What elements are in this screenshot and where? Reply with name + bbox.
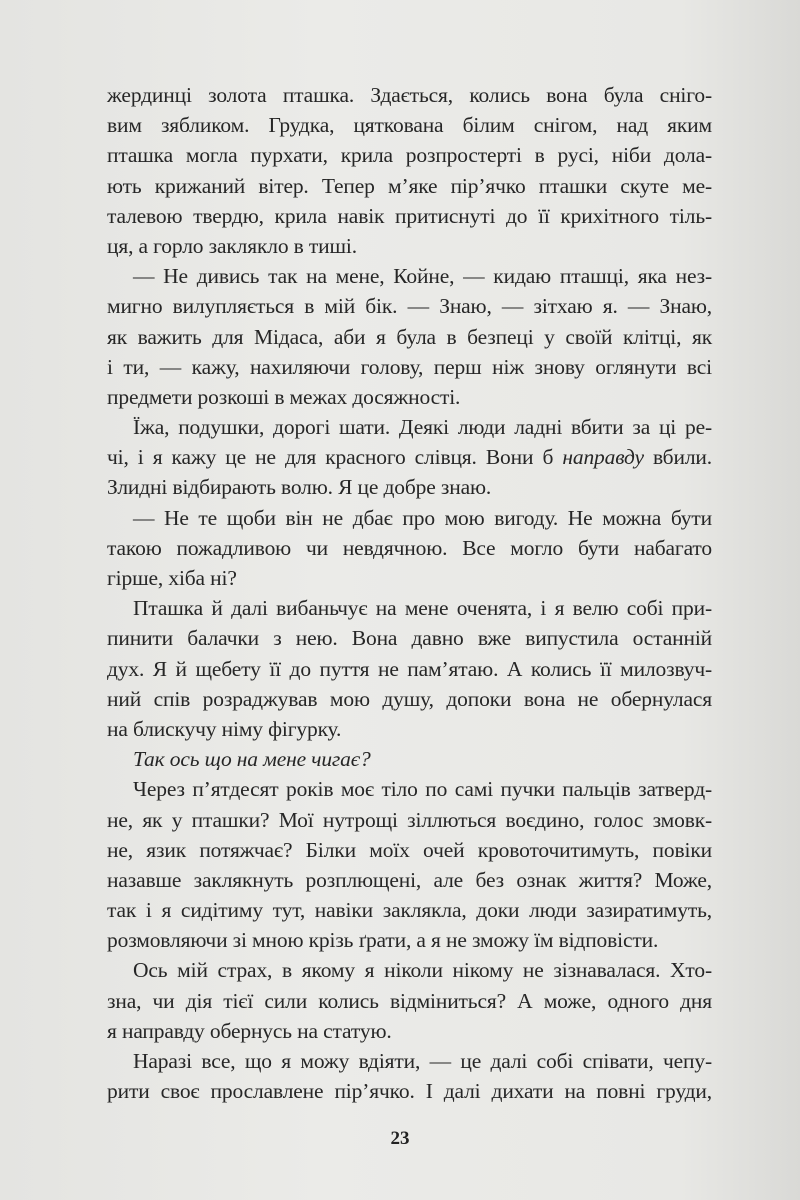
text-line	[107, 472, 712, 502]
text-run: я направду обернусь на статую.	[107, 1018, 392, 1043]
text-run: розмовляючи зі мною крізь ґрати, а я не зможу їм відповісти.	[107, 928, 659, 953]
text-run: — Не те щоби він не дбає про мою вигоду. Не можна бути	[133, 505, 712, 530]
text-line	[107, 171, 712, 201]
text-line	[107, 744, 712, 774]
text-line	[107, 352, 712, 382]
text-run: жердинці золота пташка. Здається, колись вона була сніго-	[107, 83, 712, 107]
text-line	[107, 201, 712, 231]
text-line	[107, 412, 712, 442]
text-run: рити своє прославлене пір’ячко. І далі дихати на повні груди,	[107, 1079, 712, 1104]
paragraph	[107, 593, 712, 744]
text-line	[107, 503, 712, 533]
text-run: Ось мій страх, в якому я ніколи нікому не зізнавалася. Хто-	[133, 958, 712, 983]
text-run: пташка могла пурхати, крила розпростерті в русі, ніби дола-	[107, 143, 712, 168]
text-line	[107, 955, 712, 985]
text-run: ця, а горло заклякло в тиші.	[107, 233, 357, 258]
text-line	[107, 986, 712, 1016]
text-line	[107, 291, 712, 321]
page-body-text	[107, 80, 712, 1106]
text-run: такою пожадливою чи невдячною. Все могло бути набагато	[107, 535, 712, 560]
text-line	[107, 805, 712, 835]
text-run: і ти, — кажу, нахиляючи голову, перш ніж знову оглянути всі	[107, 354, 712, 379]
text-line	[107, 533, 712, 563]
paragraph	[107, 774, 712, 955]
text-line	[107, 593, 712, 623]
text-line	[107, 895, 712, 925]
text-line	[107, 654, 712, 684]
text-line	[107, 261, 712, 291]
text-run: мигно вилупляється в мій бік. — Знаю, — зітхаю я. — Знаю,	[107, 294, 712, 319]
paragraph	[107, 261, 712, 412]
text-run: Їжа, подушки, дорогі шати. Деякі люди ладні вбити за ці ре-	[133, 415, 712, 440]
paragraph	[107, 1046, 712, 1106]
text-run: не, язик потяжчає? Білки моїх очей кровоточитимуть, повіки	[107, 837, 712, 862]
text-run: Пташка й далі вибаньчує на мене оченята, і я велю собі при-	[133, 596, 712, 621]
text-run: вим зябликом. Грудка, цяткована білим снігом, над яким	[107, 113, 712, 138]
text-run: зна, чи дія тієї сили колись відміниться? А може, одного дня	[107, 988, 712, 1013]
text-line	[107, 623, 712, 653]
text-line	[107, 865, 712, 895]
paragraph	[107, 80, 712, 261]
text-run: Злидні відбирають волю. Я це добре знаю.	[107, 475, 492, 500]
text-run: так і я сидітиму тут, навіки заклякла, доки люди зазиратимуть,	[107, 898, 712, 923]
text-run: вбили.	[643, 445, 712, 470]
text-line	[107, 382, 712, 412]
text-line	[107, 1076, 712, 1106]
text-line	[107, 684, 712, 714]
text-line	[107, 835, 712, 865]
text-run: пинити балачки з нею. Вона давно вже випустила останній	[107, 626, 712, 651]
text-run: Наразі все, що я можу вдіяти, — це далі собі співати, чепу-	[133, 1049, 712, 1073]
text-run: назавше заклякнуть розплющені, але без ознак життя? Може,	[107, 867, 712, 892]
text-line	[107, 774, 712, 804]
paragraph	[107, 503, 712, 594]
text-run: чі, і я кажу це не для красного слівця. Вони б	[107, 445, 563, 470]
text-run: — Не дивись так на мене, Койне, — кидаю пташці, яка нез-	[133, 264, 712, 289]
text-line	[107, 322, 712, 352]
text-run: дух. Я й щебету її до пуття не пам’ятаю. А колись її милозвуч-	[107, 656, 712, 681]
page-number: 23	[390, 1128, 410, 1149]
text-line	[107, 231, 712, 261]
text-run: на блискучу німу фігурку.	[107, 716, 342, 741]
text-line	[107, 714, 712, 744]
text-run: гірше, хіба ні?	[107, 566, 237, 590]
text-line	[107, 925, 712, 955]
italic-text: Так ось що на мене чигає?	[133, 747, 371, 772]
paragraph	[107, 744, 712, 774]
text-run: ний спів розраджував мою душу, допоки вона не обернулася	[107, 686, 712, 711]
italic-text: направду	[562, 445, 644, 470]
text-line	[107, 1046, 712, 1076]
paragraph	[107, 955, 712, 1046]
text-run: Через п’ятдесят років моє тіло по самі пучки пальців затверд-	[133, 777, 712, 802]
text-line	[107, 563, 712, 593]
text-line	[107, 140, 712, 170]
text-line	[107, 80, 712, 110]
text-run: ють крижаний вітер. Тепер м’яке пір’ячко пташки скуте ме-	[107, 173, 712, 198]
text-line	[107, 110, 712, 140]
text-run: талевою твердю, крила навік притиснуті до її крихітного тіль-	[107, 203, 712, 228]
paragraph	[107, 412, 712, 503]
text-line	[107, 442, 712, 472]
text-run: предмети розкоші в межах досяжності.	[107, 384, 461, 409]
text-line	[107, 1016, 712, 1046]
text-run: не, як у пташки? Мої нутрощі зіллються воєдино, голос змовк-	[107, 807, 712, 832]
text-run: як важить для Мідаса, аби я була в безпеці у своїй клітці, як	[107, 324, 712, 349]
